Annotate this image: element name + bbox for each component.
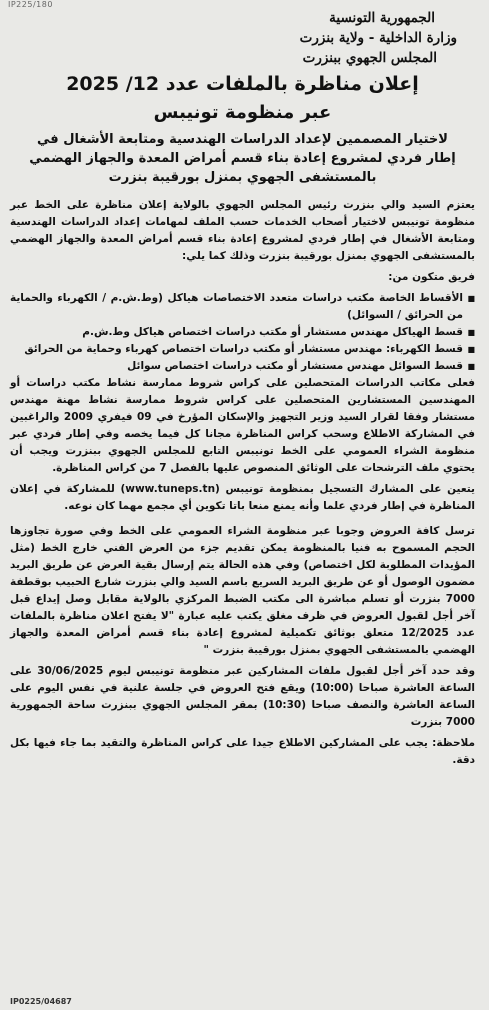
team-intro: فريق متكون من: bbox=[388, 271, 475, 283]
lots-list bbox=[10, 290, 475, 375]
ministry-name: وزارة الداخلية - ولاية بنزرت bbox=[299, 30, 457, 46]
announcement-body bbox=[10, 197, 475, 769]
note-paragraph: ملاحظة: يجب على المشاركين الاطلاع جيدا على كراس المناظرة والتقيد بما جاء فيها بكل دقة. bbox=[10, 737, 475, 766]
announcement-title: إعلان مناظرة بالملفات عدد 12/ 2025 bbox=[66, 73, 419, 95]
lot-item: ■ قسط الكهرباء: مهندس مستشار أو مكتب دراسات اختصاص كهرباء وحماية من الحرائق bbox=[10, 341, 475, 358]
announcement-subtitle: عبر منظومة تونيبس bbox=[153, 102, 332, 123]
subject-line: إطار فردي لمشروع إعادة بناء قسم أمراض المعدة والجهاز الهضمي bbox=[29, 151, 456, 166]
country-name: الجمهورية التونسية bbox=[329, 10, 435, 26]
conditions-paragraph: فعلى مكاتب الدراسات المتحصلين على كراس شروط ممارسة نشاط مكتب دراسات أو المهندسين المستشارين المتحصلين على كراس شروط ممارسة نشاط مهنة مهندس مستشار وفقا لقرار السيد وزير التجهيز والإسكان المؤرخ في 09 فيفري 2009 والراغبين في المشاركة الاطلاع وسحب كراس المناظرة مجانا كل فيما يخصه وفي إطار فردي عبر منظومة الشراء العمومي على الخط تونيبس التابع للمجلس الجهوي ببنزرت ويجب أن يحتوي ملف الترشحات على الوثائق المنصوص عليها بالفصل 7 من كراس المناظرة. bbox=[10, 377, 475, 474]
subject-line: بالمستشفى الجهوي بمنزل بورقيبة بنزرت bbox=[108, 170, 377, 185]
lot-item: ■ قسط الهياكل مهندس مستشار أو مكتب دراسات اختصاص هياكل وط.ش.م bbox=[10, 324, 475, 341]
subject-block bbox=[10, 130, 475, 187]
lot-item: ■ قسط السوائل مهندس مستشار أو مكتب دراسات اختصاص سوائل bbox=[10, 358, 475, 375]
subject-line: لاختيار المصممين لإعداد الدراسات الهندسية ومتابعة الأشغال في bbox=[37, 132, 448, 147]
issuer-block bbox=[10, 8, 475, 68]
deadline-paragraph: وقد حدد آخر أجل لقبول ملفات المشاركين عبر منظومة تونيبس ليوم 30/06/2025 على الساعة العاشرة صباحا (10:00) ويقع فتح العروض في جلسة علنية في نفس اليوم على الساعة العاشرة والنصف صباحا (10:30) بمقر المجلس الجهوي ببنزرت ساحة الجمهورية 7000 بنزرت bbox=[10, 665, 476, 728]
council-name: المجلس الجهوي ببنزرت bbox=[302, 50, 437, 66]
registration-paragraph: يتعين على المشارك التسجيل بمنظومة تونيبس (www.tuneps.tn) للمشاركة في إعلان المناظرة في إطار فردي علما وأنه يمنع منعا باتا تكوين أي مجمع مهما كان نوعه. bbox=[10, 483, 475, 512]
corner-reference: IP225/180 bbox=[8, 0, 53, 9]
lot-item: ■ الأقساط الخاصة مكتب دراسات متعدد الاختصاصات هياكل (وط.ش.م / الكهرباء والحماية من الحرائق / السوائل) bbox=[10, 290, 475, 324]
submission-paragraph: ترسل كافة العروض وجوبا عبر منظومة الشراء العمومي على الخط وفي صورة تجاوزها الحجم المسموح به فنيا بالمنظومة يمكن تقديم جزء من العرض الفني خارج الخط (مثل المؤيدات المطلوبة لكل اختصاص) وفي هذه الحالة يتم إرسال بقية العرض عن طريق البريد مضمون الوصول أو عن طريق البريد السريع باسم السيد والي بنزرت شارع الحبيب بوقطفة 7000 بنزرت أو تسلم مباشرة الى مكتب الضبط المركزي بالولاية مقابل وصل إيداع قبل آخر أجل لقبول العروض في ظرف مغلق يكتب عليه عبارة "لا يفتح اعلان مناظرة بالملفات عدد 12/2025 متعلق بوثائق تكميلية لمشروع إعادة بناء قسم أمراض المعدة والجهاز الهضمي بالمستشفى الجهوي بمنزل بورقيبة بنزرت " bbox=[10, 525, 475, 656]
footer-reference: IP0225/04687 bbox=[10, 997, 72, 1006]
intro-paragraph: يعتزم السيد والي بنزرت رئيس المجلس الجهوي بالولاية إعلان مناظرة على الخط عبر منظومة تونيبس لاختيار أصحاب الخدمات حسب الملف لمهامات إعداد الدراسات الهندسية ومتابعة الأشغال في إطار فردي لمشروع إعادة بناء قسم أمراض المعدة والجهاز الهضمي بالمستشفى الجهوي بمنزل بورقيبة بنزرت وذلك كما يلي: bbox=[10, 199, 475, 262]
